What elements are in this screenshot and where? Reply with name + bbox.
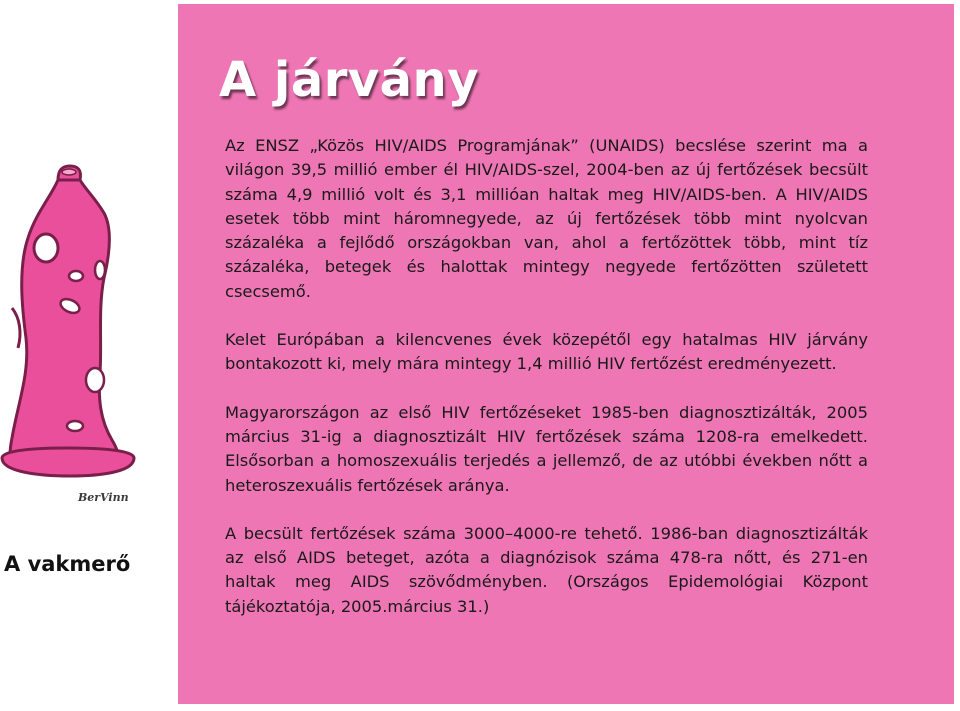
page-title: A járvány [219, 52, 480, 108]
article-body [225, 134, 868, 643]
paragraph-hungary-aids: A becsült fertőzések száma 3000–4000-re tehető. 1986-ban diagnosztizálták az első AIDS beteget, azóta a diagnózisok száma 478-ra nőtt, és 271-en haltak meg AIDS szövődményben. (Országos Epidemológiai Központ tájékoztatója, 2005.március 31.) [225, 523, 868, 616]
text-panel [178, 4, 954, 704]
figure-spot [67, 421, 83, 431]
artist-signature: BerVinn [78, 491, 129, 504]
condom-figure-illustration [0, 158, 160, 518]
figure-base [2, 448, 134, 476]
figure-spot [86, 368, 104, 392]
figure-spot [34, 234, 58, 262]
illustration-column [0, 0, 178, 711]
paragraph-global-statistics: Az ENSZ „Közös HIV/AIDS Programjának” (UNAIDS) becslése szerint ma a világon 39,5 millió ember él HIV/AIDS-szel, 2004-ben az új fertőzések becsült száma 4,9 millió volt és 3,1 millióan haltak meg HIV/AIDS-ben. A HIV/AIDS esetek több mint háromnegyede, az új fertőzések több mint nyolcvan százaléka a fejlődő országokban van, ahol a fertőzöttek több, mint tíz százaléka, betegek és halottak mintegy negyede fertőzötten született csecsemő. [225, 136, 868, 301]
figure-tip-opening [62, 169, 76, 175]
figure-curve [12, 308, 20, 348]
figure-caption: A vakmerő [4, 552, 131, 576]
figure-body [10, 180, 118, 462]
figure-spot [69, 271, 83, 281]
figure-spot [95, 261, 105, 279]
paragraph-eastern-europe: Kelet Európában a kilencvenes évek közepétől egy hatalmas HIV járvány bontakozott ki, mely mára mintegy 1,4 millió HIV fertőzést eredményezett. [225, 330, 868, 374]
paragraph-hungary-hiv: Magyarországon az első HIV fertőzéseket 1985-ben diagnosztizálták, 2005 március 31-ig a diagnosztizált HIV fertőzések száma 1208-ra emelkedett. Elsősorban a homoszexuális terjedés a jellemző, de az utóbbi években nőtt a heteroszexuális fertőzések aránya. [225, 402, 868, 495]
